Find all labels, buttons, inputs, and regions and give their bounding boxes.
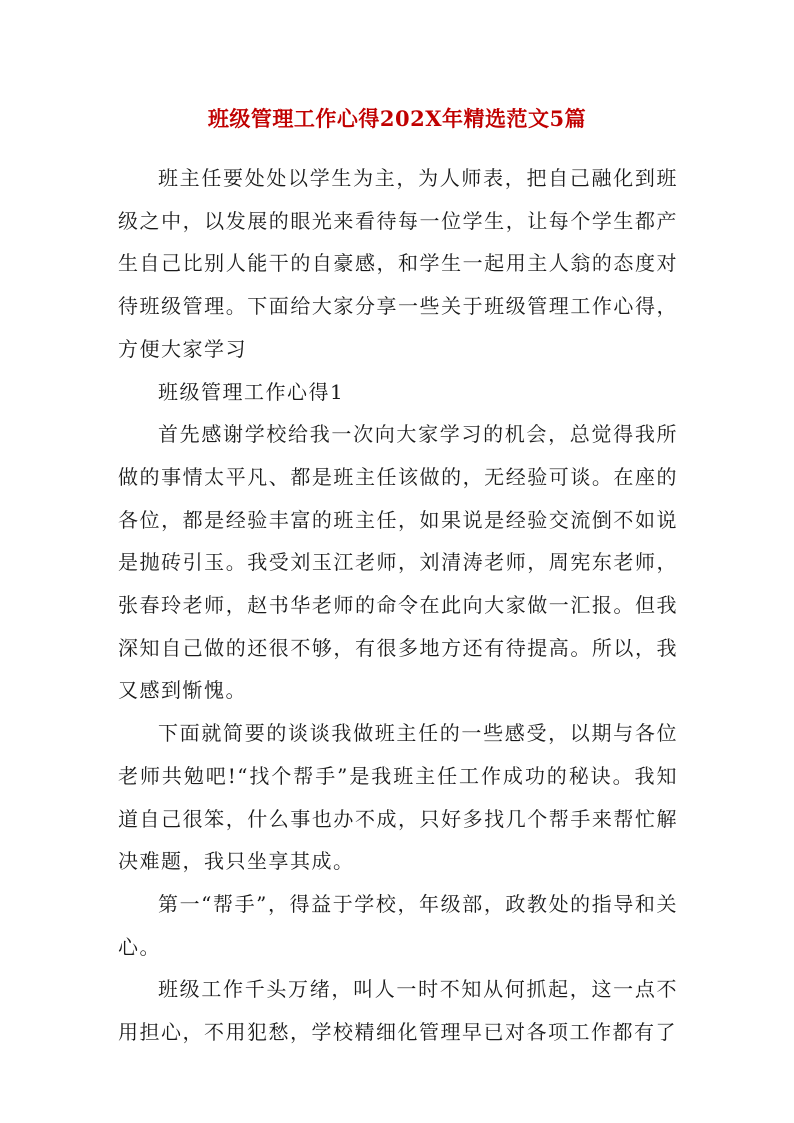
paragraph: 第一“帮手”，得益于学校，年级部，政教处的指导和关心。 bbox=[118, 891, 678, 959]
document-body bbox=[118, 157, 678, 1054]
paragraph-intro: 班主任要处处以学生为主，为人师表，把自己融化到班级之中，以发展的眼光来看待每一位学生，让每个学生都产生自己比别人能干的自豪感，和学生一起用主人翁的态度对待班级管理。下面给大家分享一些关于班级管理工作心得，方便大家学习 bbox=[118, 166, 678, 361]
paragraph: 首先感谢学校给我一次向大家学习的机会，总觉得我所做的事情太平凡、都是班主任该做的，无经验可谈。在座的各位，都是经验丰富的班主任，如果说是经验交流倒不如说是抛砖引玉。我受刘玉江老师，刘清涛老师，周宪东老师，张春玲老师，赵书华老师的命令在此向大家做一汇报。但我深知自己做的还很不够，有很多地方还有待提高。所以，我又感到惭愧。 bbox=[118, 422, 678, 703]
paragraph: 下面就简要的谈谈我做班主任的一些感受，以期与各位老师共勉吧!“找个帮手”是我班主任工作成功的秘诀。我知道自己很笨，什么事也办不成，只好多找几个帮手来帮忙解决难题，我只坐享其成。 bbox=[118, 721, 678, 874]
document-title: 班级管理工作心得202X年精选范文5篇 bbox=[207, 106, 587, 131]
paragraph: 班级工作千头万绪，叫人一时不知从何抓起，这一点不用担心，不用犯愁，学校精细化管理早已对各项工作都有了 bbox=[118, 977, 678, 1045]
section-heading: 班级管理工作心得1 bbox=[158, 379, 345, 404]
